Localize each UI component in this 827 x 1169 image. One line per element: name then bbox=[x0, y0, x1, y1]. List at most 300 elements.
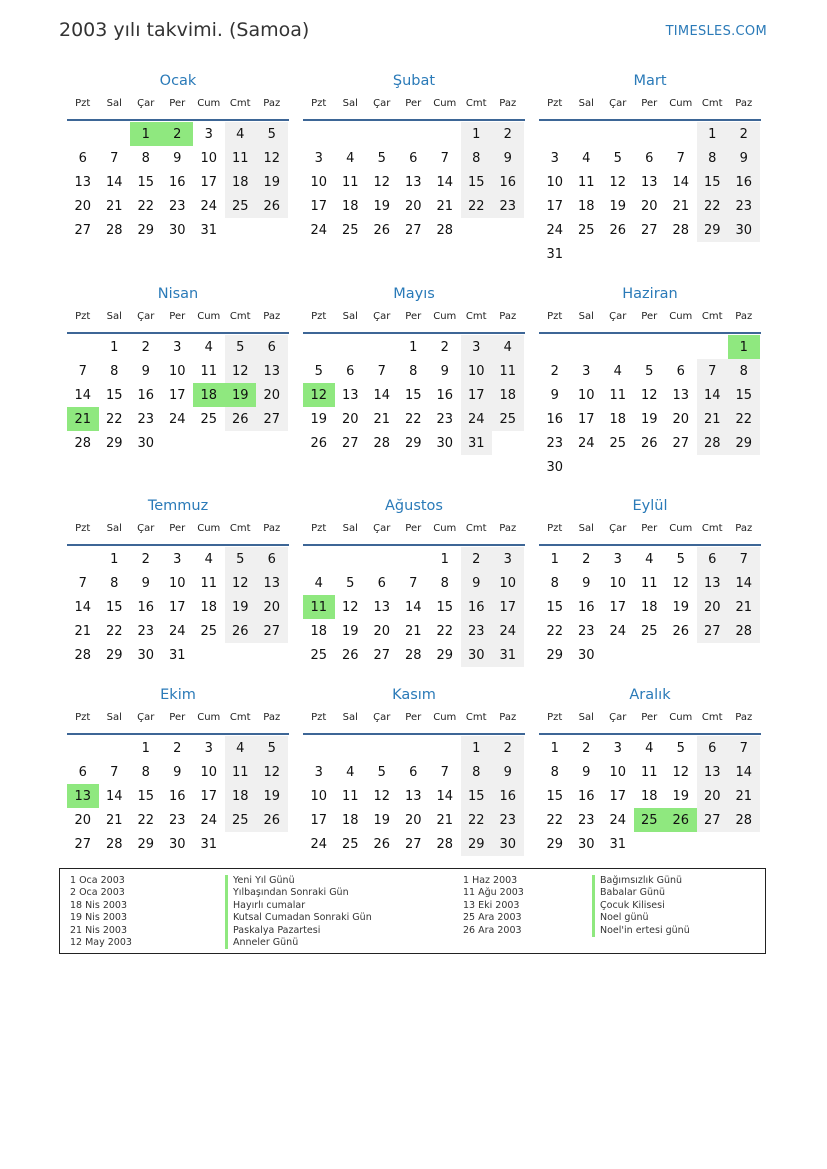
day-cell: 23 bbox=[436, 411, 454, 427]
day-cell: 30 bbox=[168, 222, 186, 238]
empty-cell bbox=[398, 122, 430, 146]
month-calendar bbox=[67, 687, 289, 856]
day-cell: 16 bbox=[436, 387, 454, 403]
day-cell: 20 bbox=[341, 411, 359, 427]
day-cell: 27 bbox=[404, 836, 422, 852]
month-name: Ocak bbox=[159, 73, 197, 89]
month-calendar bbox=[303, 687, 525, 856]
day-cell: 9 bbox=[550, 387, 559, 403]
day-cell: 12 bbox=[373, 174, 391, 190]
day-cell: 10 bbox=[200, 150, 218, 166]
legend-date: 19 Nis 2003 bbox=[70, 912, 127, 924]
empty-cell bbox=[303, 736, 335, 760]
day-cell: 18 bbox=[640, 599, 658, 615]
day-cell: 12 bbox=[341, 599, 359, 615]
day-cell: 2 bbox=[582, 551, 591, 567]
legend-holiday-name: Babalar Günü bbox=[592, 887, 690, 899]
month-name: Mart bbox=[633, 73, 667, 89]
day-cell: 1 bbox=[110, 551, 119, 567]
weekday-label: Cmt bbox=[701, 523, 723, 534]
day-cell: 19 bbox=[256, 784, 288, 808]
day-cell: 24 bbox=[609, 623, 627, 639]
day-cell: 16 bbox=[577, 788, 595, 804]
weekday-label: Pzt bbox=[547, 311, 563, 322]
day-cell: 11 bbox=[609, 387, 627, 403]
day-cell: 8 bbox=[440, 575, 449, 591]
day-cell: 29 bbox=[546, 647, 564, 663]
day-cell: 21 bbox=[436, 812, 454, 828]
day-cell: 2 bbox=[492, 736, 524, 760]
day-cell: 7 bbox=[377, 363, 386, 379]
weekday-label: Per bbox=[641, 311, 658, 322]
empty-cell bbox=[665, 335, 697, 359]
day-cell: 9 bbox=[461, 571, 493, 595]
day-cell: 1 bbox=[110, 339, 119, 355]
weekday-label: Pzt bbox=[547, 523, 563, 534]
weekday-label: Pzt bbox=[547, 98, 563, 109]
day-cell: 28 bbox=[105, 222, 123, 238]
day-cell: 25 bbox=[640, 623, 658, 639]
weekday-label: Cmt bbox=[701, 712, 723, 723]
day-cell: 23 bbox=[461, 619, 493, 643]
day-cell: 1 bbox=[409, 339, 418, 355]
day-cell: 24 bbox=[168, 411, 186, 427]
month-name: Nisan bbox=[157, 286, 199, 302]
weekday-label: Çar bbox=[373, 98, 391, 109]
day-cell: 6 bbox=[697, 736, 729, 760]
weekday-label: Cum bbox=[433, 712, 457, 723]
day-cell: 23 bbox=[168, 812, 186, 828]
day-cell: 14 bbox=[436, 174, 454, 190]
day-cell: 30 bbox=[546, 459, 564, 475]
weekday-label: Sal bbox=[578, 311, 594, 322]
day-cell: 23 bbox=[492, 194, 524, 218]
legend-holiday-name: Noel günü bbox=[592, 912, 690, 924]
legend-date: 12 May 2003 bbox=[70, 937, 132, 949]
day-cell: 24 bbox=[310, 222, 328, 238]
legend-date: 1 Oca 2003 bbox=[70, 875, 125, 886]
day-cell: 24 bbox=[546, 222, 564, 238]
day-cell: 15 bbox=[697, 170, 729, 194]
weekday-label: Cmt bbox=[465, 523, 487, 534]
day-cell: 9 bbox=[173, 764, 182, 780]
day-cell: 17 bbox=[609, 599, 627, 615]
day-cell: 22 bbox=[137, 812, 155, 828]
weekday-label: Per bbox=[405, 311, 422, 322]
day-cell: 8 bbox=[110, 363, 119, 379]
weekday-label: Per bbox=[641, 523, 658, 534]
day-cell: 30 bbox=[137, 647, 155, 663]
brand-link[interactable]: TIMESLES.COM bbox=[665, 24, 767, 39]
day-cell: 29 bbox=[105, 435, 123, 451]
holiday-day-cell: 11 bbox=[303, 595, 335, 619]
weekday-label: Sal bbox=[106, 98, 122, 109]
day-cell: 9 bbox=[141, 575, 150, 591]
legend-holiday-name: Çocuk Kilisesi bbox=[592, 900, 690, 912]
weekday-label: Per bbox=[405, 98, 422, 109]
day-cell: 25 bbox=[225, 194, 257, 218]
day-cell: 19 bbox=[225, 595, 257, 619]
weekday-label: Cum bbox=[433, 98, 457, 109]
day-cell: 10 bbox=[546, 174, 564, 190]
day-cell: 9 bbox=[492, 760, 524, 784]
weekday-label: Sal bbox=[106, 712, 122, 723]
day-cell: 17 bbox=[310, 812, 328, 828]
day-cell: 20 bbox=[256, 595, 288, 619]
month-calendar bbox=[539, 498, 761, 667]
day-cell: 22 bbox=[137, 198, 155, 214]
legend-holiday-name: Noel'in ertesi günü bbox=[592, 925, 690, 937]
weekday-label: Çar bbox=[137, 98, 155, 109]
day-cell: 2 bbox=[728, 122, 760, 146]
day-cell: 20 bbox=[74, 812, 92, 828]
weekday-label: Çar bbox=[137, 712, 155, 723]
day-cell: 10 bbox=[200, 764, 218, 780]
weekday-label: Sal bbox=[342, 98, 358, 109]
day-cell: 29 bbox=[697, 218, 729, 242]
day-cell: 27 bbox=[74, 836, 92, 852]
weekday-label: Cmt bbox=[701, 98, 723, 109]
weekday-label: Cum bbox=[669, 523, 693, 534]
day-cell: 1 bbox=[440, 551, 449, 567]
day-cell: 5 bbox=[645, 363, 654, 379]
day-cell: 20 bbox=[373, 623, 391, 639]
day-cell: 13 bbox=[256, 359, 288, 383]
weekday-label: Cum bbox=[669, 311, 693, 322]
day-cell: 8 bbox=[697, 146, 729, 170]
day-cell: 6 bbox=[78, 764, 87, 780]
weekday-label: Çar bbox=[609, 311, 627, 322]
weekday-label: Cmt bbox=[229, 523, 251, 534]
day-cell: 8 bbox=[550, 575, 559, 591]
day-grid bbox=[303, 335, 525, 455]
empty-cell bbox=[99, 122, 131, 146]
day-cell: 25 bbox=[341, 836, 359, 852]
weekday-label: Cum bbox=[197, 311, 221, 322]
month-name: Ekim bbox=[160, 687, 196, 703]
weekday-label: Çar bbox=[373, 712, 391, 723]
month-calendar bbox=[539, 73, 761, 266]
day-cell: 23 bbox=[168, 198, 186, 214]
day-cell: 2 bbox=[492, 122, 524, 146]
day-cell: 18 bbox=[225, 784, 257, 808]
day-cell: 15 bbox=[137, 788, 155, 804]
weekday-label: Pzt bbox=[75, 311, 91, 322]
day-cell: 13 bbox=[697, 760, 729, 784]
day-cell: 4 bbox=[613, 363, 622, 379]
empty-cell bbox=[697, 335, 729, 359]
day-cell: 13 bbox=[640, 174, 658, 190]
day-cell: 18 bbox=[200, 599, 218, 615]
weekday-label: Çar bbox=[609, 712, 627, 723]
day-cell: 7 bbox=[110, 764, 119, 780]
day-cell: 27 bbox=[640, 222, 658, 238]
day-cell: 27 bbox=[697, 808, 729, 832]
day-cell: 10 bbox=[609, 764, 627, 780]
weekday-label: Cmt bbox=[465, 311, 487, 322]
day-cell: 26 bbox=[310, 435, 328, 451]
legend-date: 26 Ara 2003 bbox=[463, 924, 522, 936]
day-cell: 2 bbox=[461, 547, 493, 571]
day-cell: 10 bbox=[310, 788, 328, 804]
day-cell: 25 bbox=[609, 435, 627, 451]
day-cell: 22 bbox=[697, 194, 729, 218]
month-name: Mayıs bbox=[393, 286, 435, 302]
day-cell: 22 bbox=[546, 812, 564, 828]
day-cell: 13 bbox=[697, 571, 729, 595]
weekday-label: Cmt bbox=[701, 311, 723, 322]
day-cell: 20 bbox=[74, 198, 92, 214]
day-cell: 31 bbox=[609, 836, 627, 852]
day-cell: 27 bbox=[404, 222, 422, 238]
day-cell: 3 bbox=[582, 363, 591, 379]
day-cell: 3 bbox=[492, 547, 524, 571]
day-cell: 30 bbox=[461, 643, 493, 667]
holiday-day-cell: 18 bbox=[193, 383, 225, 407]
month-name: Temmuz bbox=[147, 498, 209, 514]
holiday-day-cell: 21 bbox=[67, 407, 99, 431]
day-cell: 3 bbox=[314, 150, 323, 166]
day-cell: 24 bbox=[310, 836, 328, 852]
day-cell: 10 bbox=[609, 575, 627, 591]
legend-left-dates bbox=[70, 875, 132, 949]
day-cell: 18 bbox=[609, 411, 627, 427]
day-cell: 6 bbox=[78, 150, 87, 166]
legend-holiday-name: Paskalya Pazartesi bbox=[225, 925, 372, 937]
weekday-label: Pzt bbox=[311, 311, 327, 322]
day-cell: 14 bbox=[74, 387, 92, 403]
day-cell: 21 bbox=[728, 595, 760, 619]
day-cell: 28 bbox=[728, 619, 760, 643]
day-cell: 31 bbox=[492, 643, 524, 667]
weekday-label: Per bbox=[405, 712, 422, 723]
weekday-header bbox=[539, 310, 761, 334]
day-cell: 14 bbox=[373, 387, 391, 403]
day-cell: 19 bbox=[341, 623, 359, 639]
day-cell: 14 bbox=[436, 788, 454, 804]
day-cell: 16 bbox=[546, 411, 564, 427]
day-cell: 6 bbox=[256, 335, 288, 359]
day-cell: 30 bbox=[728, 218, 760, 242]
weekday-label: Per bbox=[405, 523, 422, 534]
empty-cell bbox=[67, 547, 99, 571]
day-cell: 5 bbox=[314, 363, 323, 379]
day-cell: 30 bbox=[436, 435, 454, 451]
day-cell: 15 bbox=[461, 784, 493, 808]
day-cell: 31 bbox=[461, 431, 493, 455]
day-cell: 22 bbox=[105, 623, 123, 639]
legend-holiday-name: Kutsal Cumadan Sonraki Gün bbox=[225, 912, 372, 924]
day-cell: 16 bbox=[492, 784, 524, 808]
day-cell: 24 bbox=[200, 198, 218, 214]
day-cell: 15 bbox=[728, 383, 760, 407]
day-cell: 13 bbox=[74, 174, 92, 190]
day-cell: 18 bbox=[225, 170, 257, 194]
day-cell: 18 bbox=[640, 788, 658, 804]
weekday-label: Paz bbox=[735, 523, 753, 534]
weekday-label: Pzt bbox=[311, 523, 327, 534]
day-cell: 9 bbox=[582, 575, 591, 591]
day-cell: 22 bbox=[728, 407, 760, 431]
day-cell: 11 bbox=[640, 764, 658, 780]
empty-cell bbox=[429, 122, 461, 146]
weekday-label: Per bbox=[169, 311, 186, 322]
day-cell: 16 bbox=[577, 599, 595, 615]
empty-cell bbox=[303, 547, 335, 571]
day-cell: 30 bbox=[168, 836, 186, 852]
day-cell: 26 bbox=[256, 808, 288, 832]
legend-date: 21 Nis 2003 bbox=[70, 924, 127, 936]
day-cell: 13 bbox=[404, 174, 422, 190]
empty-cell bbox=[67, 335, 99, 359]
day-cell: 17 bbox=[200, 174, 218, 190]
day-cell: 23 bbox=[137, 411, 155, 427]
holiday-day-cell: 1 bbox=[728, 335, 760, 359]
day-cell: 17 bbox=[546, 198, 564, 214]
weekday-label: Cum bbox=[197, 523, 221, 534]
weekday-label: Sal bbox=[342, 712, 358, 723]
day-cell: 3 bbox=[550, 150, 559, 166]
day-cell: 17 bbox=[577, 411, 595, 427]
day-cell: 27 bbox=[256, 619, 288, 643]
day-cell: 6 bbox=[346, 363, 355, 379]
month-calendar bbox=[539, 687, 761, 856]
day-cell: 5 bbox=[613, 150, 622, 166]
day-cell: 15 bbox=[404, 387, 422, 403]
day-cell: 26 bbox=[373, 222, 391, 238]
weekday-label: Cmt bbox=[229, 712, 251, 723]
weekday-header bbox=[539, 97, 761, 121]
legend-date: 1 Haz 2003 bbox=[463, 875, 518, 886]
day-grid bbox=[303, 736, 525, 856]
day-cell: 10 bbox=[168, 363, 186, 379]
day-cell: 4 bbox=[225, 122, 257, 146]
day-cell: 1 bbox=[461, 122, 493, 146]
empty-cell bbox=[335, 335, 367, 359]
day-cell: 11 bbox=[341, 788, 359, 804]
page-title: 2003 yılı takvimi. (Samoa) bbox=[59, 19, 310, 41]
legend-right-names bbox=[592, 875, 690, 937]
day-cell: 7 bbox=[440, 764, 449, 780]
empty-cell bbox=[571, 122, 603, 146]
day-cell: 17 bbox=[609, 788, 627, 804]
day-cell: 20 bbox=[256, 383, 288, 407]
day-cell: 5 bbox=[676, 551, 685, 567]
day-grid bbox=[303, 547, 525, 667]
weekday-label: Paz bbox=[735, 311, 753, 322]
day-cell: 29 bbox=[436, 647, 454, 663]
day-cell: 24 bbox=[168, 623, 186, 639]
day-cell: 22 bbox=[404, 411, 422, 427]
weekday-label: Cum bbox=[669, 712, 693, 723]
day-cell: 26 bbox=[256, 194, 288, 218]
weekday-label: Paz bbox=[499, 98, 517, 109]
weekday-label: Sal bbox=[578, 98, 594, 109]
day-cell: 16 bbox=[728, 170, 760, 194]
day-cell: 4 bbox=[346, 764, 355, 780]
weekday-label: Cmt bbox=[465, 98, 487, 109]
day-cell: 20 bbox=[697, 784, 729, 808]
day-cell: 24 bbox=[577, 435, 595, 451]
weekday-label: Pzt bbox=[311, 98, 327, 109]
weekday-label: Pzt bbox=[75, 98, 91, 109]
empty-cell bbox=[366, 335, 398, 359]
day-cell: 19 bbox=[310, 411, 328, 427]
weekday-label: Per bbox=[169, 712, 186, 723]
day-cell: 6 bbox=[676, 363, 685, 379]
day-cell: 15 bbox=[105, 599, 123, 615]
day-cell: 8 bbox=[461, 146, 493, 170]
day-cell: 8 bbox=[141, 150, 150, 166]
day-cell: 15 bbox=[436, 599, 454, 615]
day-cell: 20 bbox=[697, 595, 729, 619]
weekday-label: Per bbox=[169, 98, 186, 109]
month-name: Aralık bbox=[629, 687, 671, 703]
day-cell: 14 bbox=[74, 599, 92, 615]
weekday-label: Paz bbox=[735, 98, 753, 109]
day-cell: 6 bbox=[409, 764, 418, 780]
day-cell: 6 bbox=[645, 150, 654, 166]
day-cell: 14 bbox=[697, 383, 729, 407]
day-cell: 13 bbox=[404, 788, 422, 804]
day-cell: 12 bbox=[225, 571, 257, 595]
weekday-label: Paz bbox=[263, 712, 281, 723]
day-cell: 21 bbox=[672, 198, 690, 214]
day-cell: 28 bbox=[373, 435, 391, 451]
day-cell: 2 bbox=[440, 339, 449, 355]
day-grid bbox=[539, 547, 761, 667]
day-cell: 9 bbox=[141, 363, 150, 379]
day-cell: 11 bbox=[577, 174, 595, 190]
day-cell: 17 bbox=[168, 599, 186, 615]
day-cell: 25 bbox=[577, 222, 595, 238]
day-cell: 9 bbox=[173, 150, 182, 166]
day-cell: 27 bbox=[672, 435, 690, 451]
month-calendar bbox=[303, 286, 525, 455]
day-cell: 19 bbox=[256, 170, 288, 194]
day-cell: 8 bbox=[728, 359, 760, 383]
day-cell: 12 bbox=[256, 760, 288, 784]
day-cell: 17 bbox=[492, 595, 524, 619]
weekday-label: Çar bbox=[137, 523, 155, 534]
day-cell: 29 bbox=[105, 647, 123, 663]
holiday-day-cell: 2 bbox=[162, 122, 194, 146]
day-grid bbox=[67, 122, 289, 242]
day-cell: 29 bbox=[461, 832, 493, 856]
day-grid bbox=[539, 335, 761, 479]
weekday-label: Sal bbox=[578, 523, 594, 534]
day-cell: 11 bbox=[200, 575, 218, 591]
legend-date: 13 Eki 2003 bbox=[463, 899, 520, 911]
day-cell: 7 bbox=[728, 736, 760, 760]
empty-cell bbox=[634, 335, 666, 359]
weekday-label: Paz bbox=[263, 311, 281, 322]
weekday-label: Paz bbox=[499, 311, 517, 322]
weekday-label: Per bbox=[641, 98, 658, 109]
day-cell: 6 bbox=[377, 575, 386, 591]
legend-holiday-name: Anneler Günü bbox=[225, 937, 372, 949]
weekday-label: Cum bbox=[433, 311, 457, 322]
weekday-header bbox=[303, 310, 525, 334]
day-cell: 1 bbox=[697, 122, 729, 146]
day-cell: 17 bbox=[200, 788, 218, 804]
day-cell: 31 bbox=[200, 222, 218, 238]
day-cell: 9 bbox=[728, 146, 760, 170]
legend-right-dates bbox=[463, 875, 524, 937]
day-cell: 11 bbox=[200, 363, 218, 379]
empty-cell bbox=[398, 736, 430, 760]
day-cell: 2 bbox=[141, 339, 150, 355]
